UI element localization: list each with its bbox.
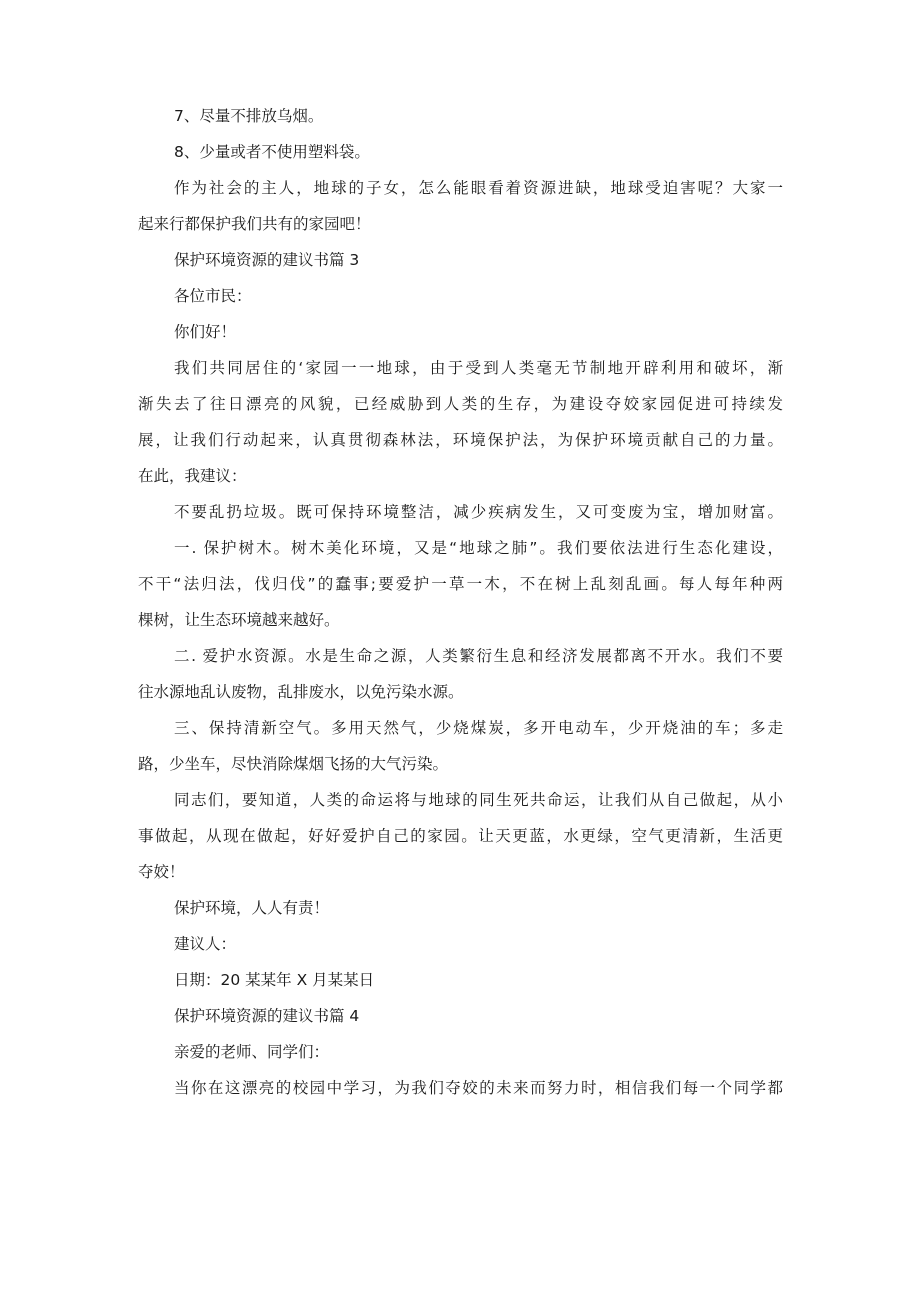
text-line: 展，让我们行动起来，认真贯彻森林法，环境保护法，为保护环境贡献自己的力量。 (138, 431, 783, 449)
text-line: 二. 爱护水资源。水是生命之源，人类繁衍生息和经济发展都离不开水。我们不要 (174, 647, 783, 665)
text-line: 8、少量或者不使用塑料袋。 (174, 143, 370, 161)
text-line: 渐失去了往日漂亮的风貌，已经威胁到人类的生存，为建设夺姣家园促进可持续发 (138, 395, 783, 413)
signature-label: 建议人： (174, 935, 237, 953)
salutation: 各位市民： (174, 287, 252, 305)
text-line: 7、尽量不排放乌烟。 (174, 107, 324, 125)
text-line: 保护环境，人人有责！ (174, 899, 330, 917)
date-line: 日期：20 某某年 X 月某某日 (174, 971, 375, 989)
text-line: 起来行都保护我们共有的家园吧！ (138, 215, 371, 233)
text-line: 棵树，让生态环境越来越好。 (138, 611, 340, 629)
text-line: 不干“法归法，伐归伐”的蠢事;要爱护一草一木，不在树上乱刻乱画。每人每年种两 (138, 575, 783, 593)
text-line: 事做起，从现在做起，好好爱护自己的家园。让天更蓝，水更绿，空气更清新，生活更 (138, 827, 783, 845)
text-line: 路，少坐车，尽快消除煤烟飞扬的大气污染。 (138, 755, 449, 773)
greeting: 你们好！ (174, 323, 237, 341)
text-line: 往水源地乱认废物，乱排废水，以免污染水源。 (138, 683, 464, 701)
text-line: 我们共同居住的‘家园一一地球，由于受到人类毫无节制地开辟利用和破坏，渐 (174, 359, 783, 377)
text-line: 当你在这漂亮的校园中学习，为我们夺姣的未来而努力时，相信我们每一个同学都 (174, 1079, 783, 1097)
text-line: 作为社会的主人，地球的子女，怎么能眼看着资源进缺，地球受迫害呢？大家一 (174, 179, 783, 197)
text-line: 一. 保护树木。树木美化环境，又是“地球之肺”。我们要依法进行生态化建设， (174, 539, 783, 557)
text-line: 不要乱扔垃圾。既可保持环境整洁，减少疾病发生，又可变废为宝，增加财富。 (174, 503, 783, 521)
text-line: 三、保持清新空气。多用天然气，少烧煤炭，多开电动车，少开烧油的车；多走 (174, 719, 783, 737)
section-heading: 保护环境资源的建议书篇 3 (174, 251, 360, 269)
section-heading: 保护环境资源的建议书篇 4 (174, 1007, 360, 1025)
text-line: 同志们，要知道，人类的命运将与地球的同生死共命运，让我们从自己做起，从小 (174, 791, 783, 809)
text-line: 在此，我建议： (138, 467, 247, 485)
salutation: 亲爱的老师、同学们： (174, 1043, 330, 1061)
text-line: 夺姣！ (138, 863, 185, 881)
